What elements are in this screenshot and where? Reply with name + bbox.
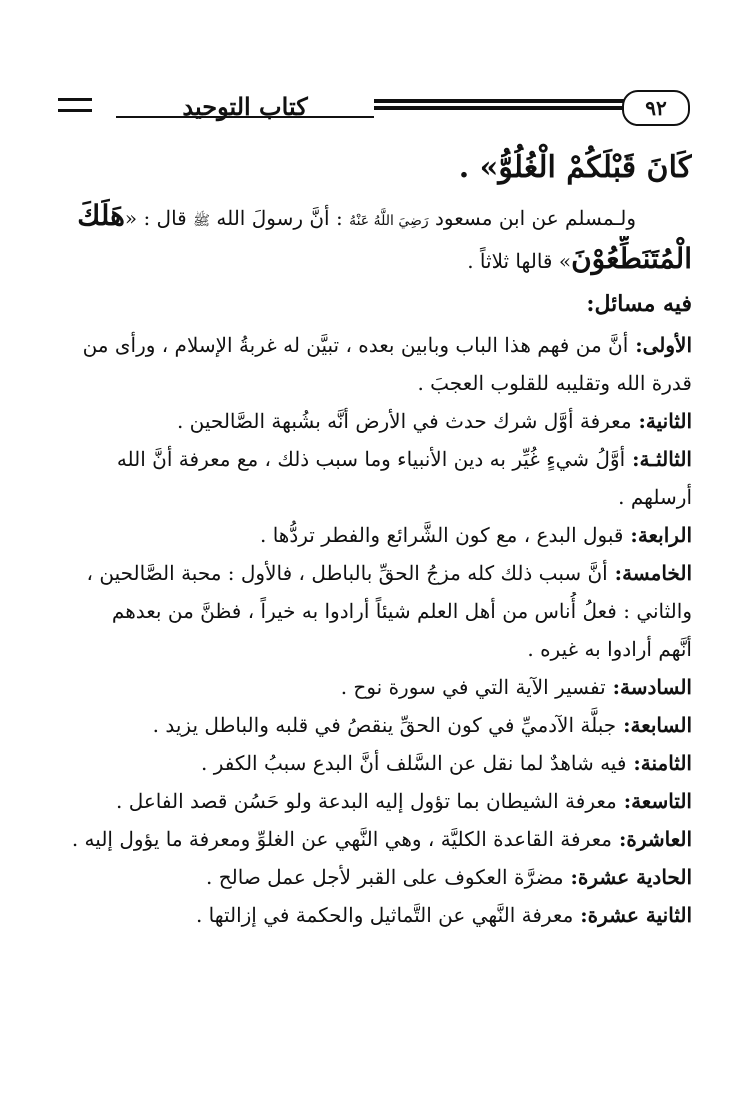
page-header: [58, 86, 690, 126]
text: والثاني : فعلُ أُناس من أهل العلم شيئاً أرادوا به خيراً ، فظنَّ من بعدهم: [111, 599, 692, 623]
issue-label: العاشرة:: [611, 827, 692, 851]
text-line: [70, 140, 692, 196]
issue-label: السادسة:: [605, 675, 692, 699]
text: أنَّهم أرادوا به غيره .: [527, 637, 692, 661]
text-line: [70, 706, 692, 744]
section-heading: فيه مسائل:: [586, 291, 692, 317]
header-rule-thin: [374, 108, 630, 110]
text-line: [70, 516, 692, 554]
running-title: كتاب التوحيد: [182, 91, 308, 121]
text-line: [70, 820, 692, 858]
issue-label: الحادية عشرة:: [563, 865, 692, 889]
text: معرفة أوَّل شرك حدث في الأرض أنَّه بشُبهة الصَّالحين .: [176, 409, 632, 433]
issue-label: الأولى:: [628, 333, 692, 357]
text-line: [70, 196, 692, 236]
text-line: [70, 402, 692, 440]
text: قدرة الله وتقليبه للقلوب العجبَ .: [417, 371, 692, 395]
hadith-text: هَلَكَ: [77, 199, 125, 232]
text-line: [70, 630, 692, 668]
page-body: [70, 140, 692, 934]
text-line: [70, 896, 692, 934]
header-rule: [374, 99, 630, 108]
text-line: [70, 782, 692, 820]
issue-label: السابعة:: [616, 713, 692, 737]
text: : أنَّ رسولَ الله: [210, 206, 350, 230]
issue-label: الخامسة:: [607, 561, 692, 585]
issue-label: الرابعة:: [623, 523, 692, 547]
text: » قالها ثلاثاً .: [467, 249, 572, 273]
issue-label: الثامنة:: [626, 751, 692, 775]
text: أنَّ سبب ذلك كله مزجُ الحقِّ بالباطل ، فالأول : محبة الصَّالحين ،: [86, 561, 608, 585]
text-line: [70, 744, 692, 782]
honorific: رَضِيَ اللَّهُ عَنْهُ: [349, 213, 429, 229]
text-line: [70, 478, 692, 516]
text: أرسلهم .: [618, 485, 692, 509]
text: فيه شاهدٌ لما نقل عن السَّلف أنَّ البدع سببُ الكفر .: [201, 751, 627, 775]
title-underline: [116, 116, 374, 118]
text: قال : «: [124, 206, 194, 230]
text: قبول البدع ، مع كون الشَّرائع والفطر تردُّها .: [260, 523, 624, 547]
page-number: ٩٢: [622, 90, 690, 126]
text: مضرَّة العكوف على القبر لأجل عمل صالح .: [206, 865, 564, 889]
text-line: [70, 668, 692, 706]
text: ولـمسلم عن ابن مسعود: [428, 206, 636, 230]
text-line: [70, 858, 692, 896]
text-line: [70, 554, 692, 592]
text: أنَّ من فهم هذا الباب وبابين بعده ، تبيَّن له غربةُ الإسلام ، ورأى من: [82, 333, 629, 357]
issue-label: التاسعة:: [616, 789, 692, 813]
header-ornament: [58, 98, 92, 112]
issue-label: الثانية:: [631, 409, 692, 433]
issue-label: الثانية عشرة:: [573, 903, 692, 927]
text: كَانَ قَبْلَكُمْ الْغُلُوُّ» .: [458, 150, 692, 185]
text: أوَّلُ شيءٍ غُيِّر به دين الأنبياء وما سبب ذلك ، مع معرفة أنَّ الله: [116, 447, 626, 471]
text: معرفة القاعدة الكليَّة ، وهي النَّهي عن الغلوِّ ومعرفة ما يؤول إليه .: [71, 827, 612, 851]
text-line: [70, 326, 692, 364]
text-line: [70, 592, 692, 630]
text-line: [70, 364, 692, 402]
text: تفسير الآية التي في سورة نوح .: [340, 675, 606, 699]
honorific: ﷺ: [193, 213, 211, 229]
text-line: [70, 236, 692, 282]
text: معرفة الشيطان بما تؤول إليه البدعة ولو حَسُن قصد الفاعل .: [115, 789, 617, 813]
text: معرفة النَّهي عن التَّماثيل والحكمة في إزالتها .: [195, 903, 574, 927]
issue-label: الثالثـة:: [625, 447, 692, 471]
hadith-text: الْمُتَنَطِّعُوْنَ: [571, 242, 692, 275]
text: جبلَّة الآدميِّ في كون الحقِّ ينقصُ في قلبه والباطل يزيد .: [152, 713, 617, 737]
text-line: [70, 440, 692, 478]
